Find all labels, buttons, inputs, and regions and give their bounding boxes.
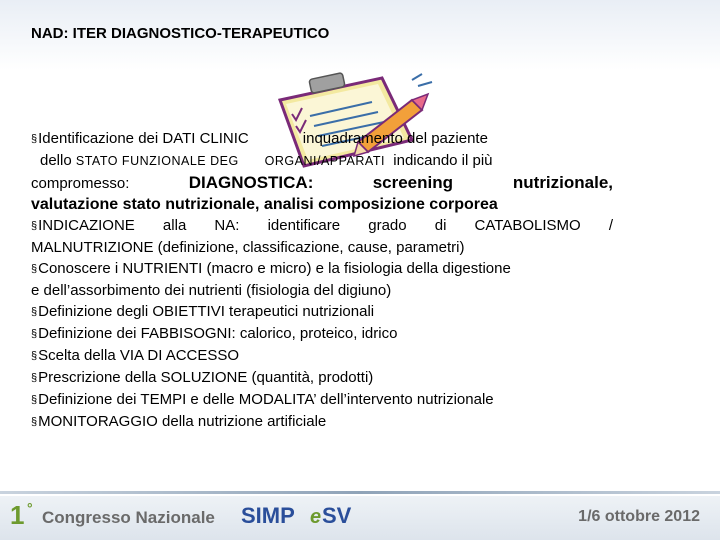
bullet-icon: § xyxy=(31,133,38,145)
bullet-monitoraggio: §MONITORAGGIO della nutrizione artificiale xyxy=(31,413,327,430)
bullet-icon: § xyxy=(31,350,38,362)
bullet-icon: § xyxy=(31,220,38,232)
brand-sv: SV xyxy=(322,503,352,528)
edition-number: 1 xyxy=(10,500,25,530)
congress-dates: 1/6 ottobre 2012 xyxy=(578,508,700,525)
bullet-fabbisogni: §Definizione dei FABBISOGNI: calorico, proteico, idrico xyxy=(31,325,398,342)
bullet-via: §Scelta della VIA DI ACCESSO xyxy=(31,347,240,364)
edition-degree: ° xyxy=(27,500,33,516)
body-line-4: valutazione stato nutrizionale, analisi composizione corporea xyxy=(31,196,498,213)
bullet-icon: § xyxy=(31,394,38,406)
bullet-nutrienti-cont: e dell’assorbimento dei nutrienti (fisiologia del digiuno) xyxy=(31,282,392,299)
bullet-icon: § xyxy=(31,372,38,384)
footer-divider xyxy=(0,491,720,494)
brand-e: e xyxy=(310,506,322,528)
bullet-indicazione-cont: MALNUTRIZIONE (definizione, classificazione, cause, parametri) xyxy=(31,239,465,256)
body-line-2: dello STATO FUNZIONALE DEG ORGANI/APPARATI indicando il più xyxy=(40,152,493,169)
brand-simp: SIMP xyxy=(241,503,295,528)
congress-label: Congresso Nazionale xyxy=(42,508,215,527)
bullet-indicazione: §INDICAZIONE alla NA: identificare grado di CATABOLISMO / xyxy=(31,217,613,234)
bullet-nutrienti: §Conoscere i NUTRIENTI (macro e micro) e la fisiologia della digestione xyxy=(31,260,511,277)
body-line-3: compromesso: DIAGNOSTICA: screening nutrizionale, xyxy=(31,173,614,192)
bullet-tempi: §Definizione dei TEMPI e delle MODALITA’ dell’intervento nutrizionale xyxy=(31,391,494,408)
bullet-icon: § xyxy=(31,416,38,428)
bullet-soluzione: §Prescrizione della SOLUZIONE (quantità, prodotti) xyxy=(31,369,374,386)
bullet-obiettivi: §Definizione degli OBIETTIVI terapeutici nutrizionali xyxy=(31,303,375,320)
bullet-icon: § xyxy=(31,263,38,275)
bullet-icon: § xyxy=(31,328,38,340)
slide-body xyxy=(31,128,613,433)
bullet-icon: § xyxy=(31,306,38,318)
body-line-1: §Identificazione dei DATI CLINIC inquadramento del paziente xyxy=(31,130,488,147)
footer-banner xyxy=(0,496,720,540)
slide-title: NAD: ITER DIAGNOSTICO-TERAPEUTICO xyxy=(31,25,330,42)
